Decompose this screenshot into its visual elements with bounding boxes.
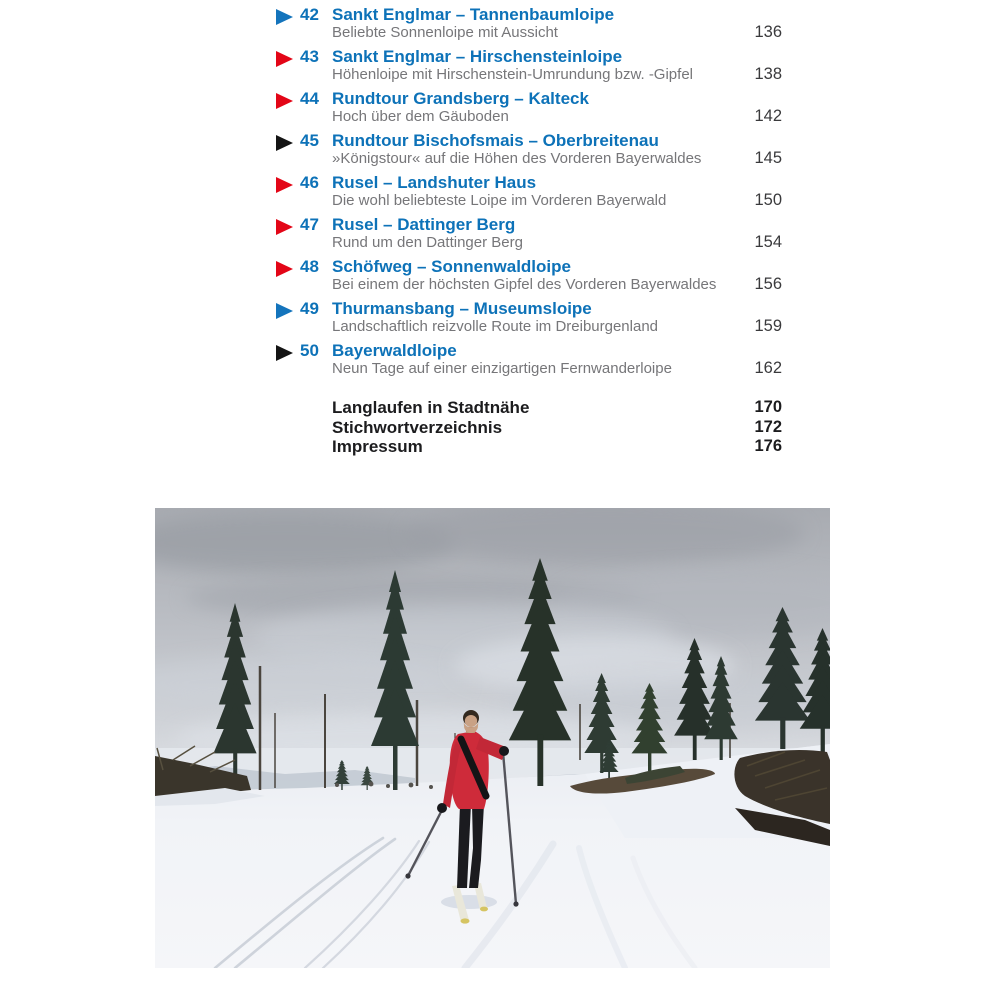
page-number: 172 — [754, 417, 782, 436]
route-number: 50 — [300, 341, 319, 360]
page-number: 145 — [754, 149, 782, 167]
glove — [499, 746, 509, 756]
toc-entry — [276, 90, 782, 125]
route-title: Schöfweg – Sonnenwaldloipe — [332, 257, 571, 276]
section-label: Langlaufen in Stadtnähe — [332, 398, 530, 417]
route-arrow-icon — [276, 219, 293, 235]
page-number: 150 — [754, 191, 782, 209]
skier-head — [463, 710, 479, 733]
route-title: Sankt Englmar – Hirschensteinloipe — [332, 47, 623, 66]
route-title: Rundtour Grandsberg – Kalteck — [332, 89, 589, 108]
toc-extra-row — [276, 418, 782, 438]
page-number: 170 — [754, 398, 782, 416]
route-number: 49 — [300, 299, 319, 318]
route-number: 48 — [300, 257, 319, 276]
route-subtitle: Rund um den Dattinger Berg — [332, 234, 523, 251]
toc-extra-row — [276, 437, 782, 457]
route-title: Bayerwaldloipe — [332, 341, 457, 360]
page-number: 176 — [754, 437, 782, 455]
route-title: Thurmansbang – Museumsloipe — [332, 299, 592, 318]
route-number: 43 — [300, 47, 319, 66]
route-subtitle: Die wohl beliebteste Loipe im Vorderen Bayerwald — [332, 192, 667, 209]
page-number: 159 — [754, 317, 782, 335]
route-title: Sankt Englmar – Tannenbaumloipe — [332, 5, 615, 24]
route-title: Rundtour Bischofsmais – Oberbreitenau — [332, 131, 659, 150]
route-subtitle: Hoch über dem Gäuboden — [332, 108, 509, 125]
toc-entry — [276, 342, 782, 377]
route-arrow-icon — [276, 9, 293, 25]
route-number: 47 — [300, 215, 319, 234]
photo-ski-trail — [155, 508, 830, 968]
route-arrow-icon — [276, 93, 293, 109]
section-label: Impressum — [332, 437, 423, 456]
toc-extra-row — [276, 398, 782, 418]
route-subtitle: Beliebte Sonnenloipe mit Aussicht — [332, 24, 558, 41]
route-subtitle: Bei einem der höchsten Gipfel des Vorderen Bayerwaldes — [332, 276, 717, 293]
route-arrow-icon — [276, 261, 293, 277]
toc-entry — [276, 48, 782, 83]
table-of-contents — [276, 6, 782, 457]
route-arrow-icon — [276, 345, 293, 361]
page-number: 142 — [754, 107, 782, 125]
route-title: Rusel – Dattinger Berg — [332, 215, 516, 234]
route-arrow-icon — [276, 135, 293, 151]
route-number: 44 — [300, 89, 319, 108]
route-subtitle: Landschaftlich reizvolle Route im Dreiburgenland — [332, 318, 659, 335]
toc-extra-sections — [276, 398, 782, 457]
section-label: Stichwortverzeichnis — [332, 417, 503, 437]
toc-entry — [276, 174, 782, 209]
page-number: 156 — [754, 275, 782, 293]
route-arrow-icon — [276, 303, 293, 319]
toc-entry — [276, 216, 782, 251]
skier-shadow — [441, 895, 497, 909]
glove — [437, 803, 447, 813]
toc-entry — [276, 6, 782, 41]
route-subtitle: Neun Tage auf einer einzigartigen Fernwanderloipe — [332, 360, 672, 377]
page-number: 136 — [754, 23, 782, 41]
toc-entry — [276, 300, 782, 335]
page-number: 154 — [754, 233, 782, 251]
route-number: 45 — [300, 131, 319, 150]
route-number: 46 — [300, 173, 319, 192]
route-number: 42 — [300, 5, 319, 24]
route-subtitle: Höhenloipe mit Hirschenstein-Umrundung bzw. -Gipfel — [332, 66, 693, 83]
toc-entry — [276, 132, 782, 167]
route-title: Rusel – Landshuter Haus — [332, 173, 537, 192]
route-arrow-icon — [276, 177, 293, 193]
route-subtitle: »Königstour« auf die Höhen des Vorderen Bayerwaldes — [332, 150, 702, 167]
toc-entry — [276, 258, 782, 293]
page-number: 162 — [754, 359, 782, 377]
route-arrow-icon — [276, 51, 293, 67]
page-number: 138 — [754, 65, 782, 83]
